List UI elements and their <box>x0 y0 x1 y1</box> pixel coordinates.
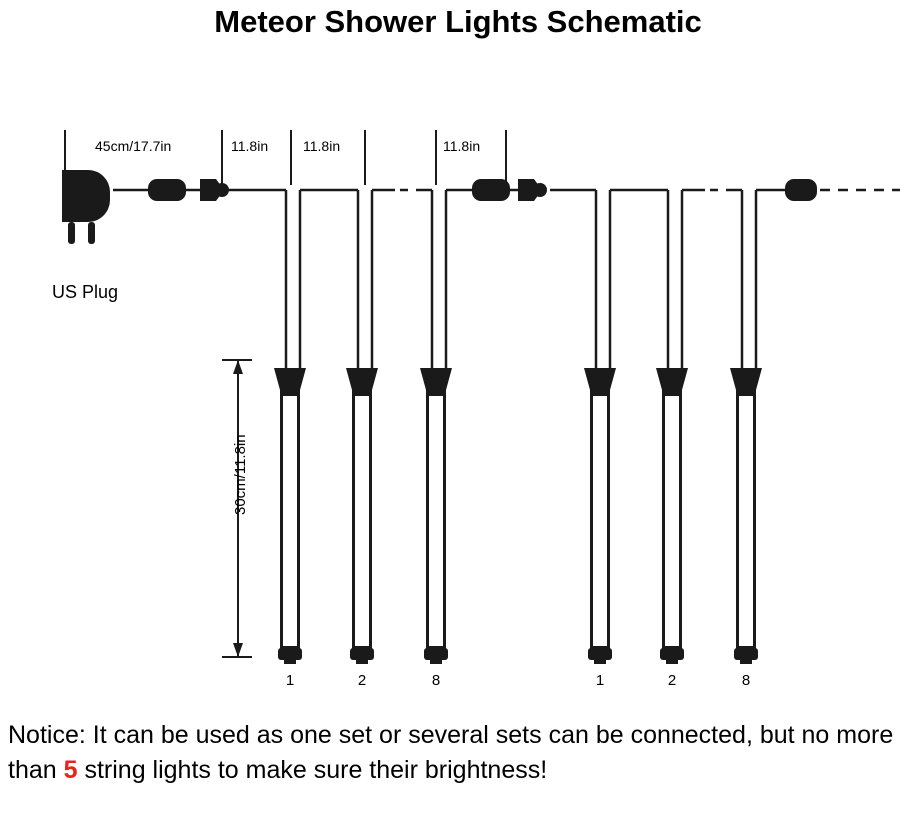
notice-highlight: 5 <box>63 756 78 784</box>
led-tube-1 <box>274 368 306 664</box>
notice-text <box>8 718 908 788</box>
dimension-label-spacing-2: 11.8in <box>303 138 341 154</box>
dimension-label-tube-length: 30cm/11.8in <box>232 434 249 515</box>
tube-number-2b: 2 <box>667 672 677 689</box>
dimension-label-spacing-1: 11.8in <box>231 138 269 154</box>
led-tube-2b <box>656 368 688 664</box>
led-tube-8a <box>420 368 452 664</box>
notice-text-after: string lights to make sure their brightness! <box>77 756 548 784</box>
tube-number-1a: 1 <box>285 672 295 689</box>
notice-text-before: Notice: It can be used as one set or several sets can be connected, but no more than <box>8 721 894 784</box>
tube-number-8b: 8 <box>741 672 751 689</box>
schematic-svg <box>0 60 916 710</box>
wire-path <box>113 190 900 370</box>
led-tubes <box>274 368 762 664</box>
led-tube-2 <box>346 368 378 664</box>
schematic-diagram <box>0 60 916 710</box>
power-plug-icon <box>62 170 110 244</box>
us-plug-label: US Plug <box>52 282 119 302</box>
dimension-label-lead: 45cm/17.7in <box>95 138 172 154</box>
tube-number-8a: 8 <box>431 672 441 689</box>
tube-number-2a: 2 <box>357 672 367 689</box>
led-tube-1b <box>584 368 616 664</box>
dimension-label-spacing-3: 11.8in <box>443 138 481 154</box>
tube-number-1b: 1 <box>595 672 605 689</box>
page-title: Meteor Shower Lights Schematic <box>214 4 702 39</box>
led-tube-8b <box>730 368 762 664</box>
